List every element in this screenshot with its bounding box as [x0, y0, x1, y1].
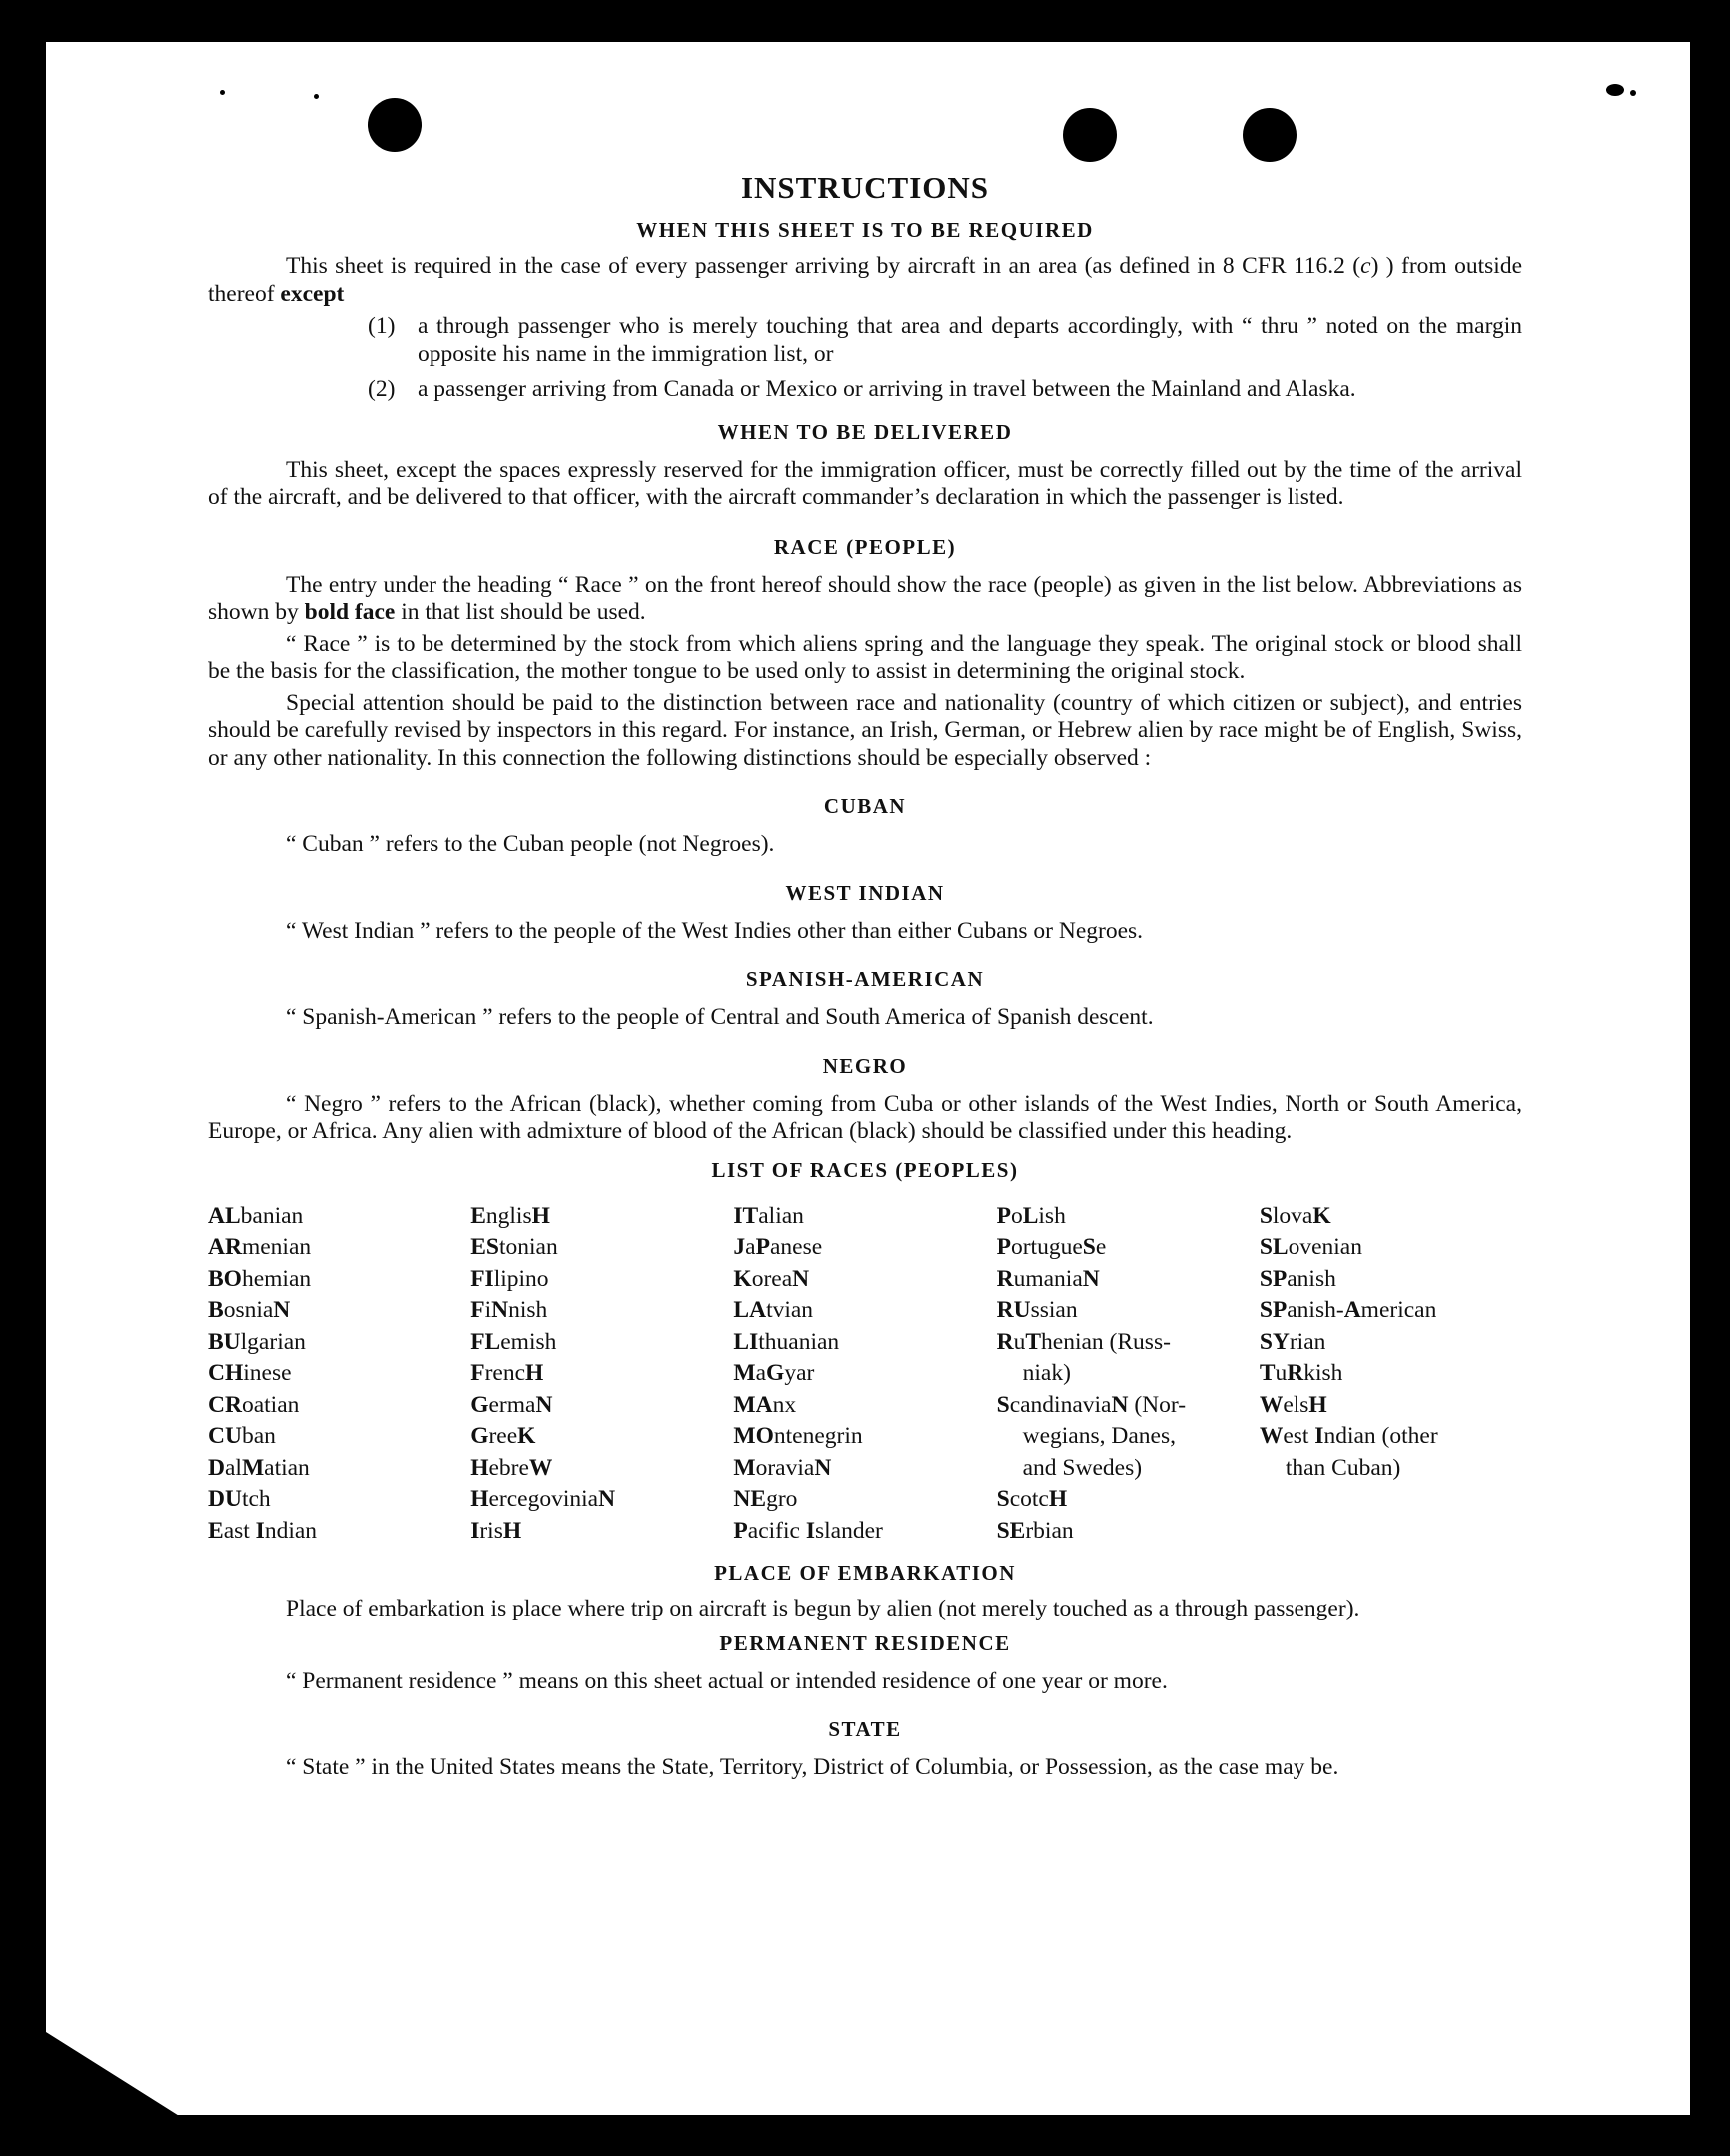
race-abbrev: G	[470, 1391, 489, 1418]
race-text: i	[484, 1297, 492, 1323]
race-abbrev: N	[273, 1297, 291, 1323]
races-column-5	[1260, 1201, 1522, 1548]
race-entry	[997, 1390, 1260, 1422]
race-text: menian	[241, 1234, 312, 1260]
race-text: ndian	[264, 1517, 318, 1544]
race-entry	[1260, 1453, 1522, 1485]
races-column-1	[208, 1201, 470, 1548]
race-text: els	[1283, 1391, 1309, 1418]
section-heading-race: RACE (PEOPLE)	[773, 535, 957, 559]
race-entry	[733, 1327, 996, 1359]
state-text: “ State ” in the United States means the State, Territory, District of Columbia, or Possession, as the case may be.	[286, 1754, 1339, 1780]
race-abbrev: N	[535, 1391, 553, 1418]
intro-italic: c	[1360, 253, 1371, 279]
race-text: emish	[500, 1328, 557, 1355]
race-text: wegians, Danes,	[1022, 1423, 1176, 1449]
race-text: anish-	[1287, 1297, 1344, 1323]
race-abbrev: N	[491, 1297, 509, 1323]
race-text: lova	[1272, 1202, 1313, 1229]
race-abbrev: G	[470, 1423, 489, 1449]
residence-text: “ Permanent residence ” means on this sheet actual or intended residence of one year or more.	[286, 1667, 1168, 1694]
race-abbrev: B	[208, 1297, 224, 1323]
race-text: est	[1283, 1423, 1315, 1449]
race-abbrev: M	[241, 1454, 265, 1481]
punch-hole	[1063, 108, 1117, 162]
race-paragraph-3: Special attention should be paid to the distinction between race and nationality (country of which citizen or subject), and entries should be carefully revised by inspectors in this regard. For instance, an Irish, German, or Hebrew alien by race might be of English, Swiss, or any other nationality. In this connection the following distinctions should be especially observed :	[208, 689, 1522, 771]
bold-face-text: bold face	[304, 599, 396, 625]
race-abbrev: E	[470, 1202, 486, 1229]
race-entry	[470, 1453, 733, 1485]
race-text: slander	[814, 1517, 883, 1544]
race-abbrev: H	[1048, 1486, 1068, 1512]
race-entry	[470, 1201, 733, 1233]
race-text: ree	[488, 1423, 518, 1449]
race-entry	[997, 1421, 1260, 1453]
race-abbrev: S	[1259, 1202, 1273, 1229]
race-entry	[997, 1295, 1260, 1327]
intro-text: ) ) from outside thereof	[208, 253, 1522, 307]
race-entry	[208, 1453, 470, 1485]
race-text: tonian	[498, 1234, 558, 1260]
race-text: oravia	[755, 1454, 815, 1481]
race-abbrev: W	[528, 1454, 553, 1481]
section-heading-west-indian: WEST INDIAN	[785, 880, 945, 905]
race-text: orea	[751, 1265, 793, 1292]
race-text: than Cuban)	[1285, 1454, 1401, 1481]
race-text: e	[1095, 1234, 1107, 1260]
race-abbrev: N	[598, 1486, 616, 1512]
race-abbrev: H	[1308, 1391, 1327, 1418]
race-entry	[470, 1232, 733, 1264]
race-abbrev: AR	[208, 1234, 242, 1260]
race-text: banian	[240, 1202, 304, 1229]
race-paragraph-1	[208, 572, 1522, 627]
race-text: nish	[508, 1297, 548, 1323]
item-number: (1)	[368, 313, 396, 339]
list-item	[368, 376, 1522, 404]
race-entry	[733, 1390, 996, 1422]
race-entry	[208, 1484, 470, 1516]
race-abbrev: I	[470, 1517, 480, 1544]
race-abbrev: P	[733, 1517, 748, 1544]
race-text: ban	[241, 1423, 276, 1449]
race-text: umania	[1013, 1265, 1083, 1292]
race-text: ntenegrin	[773, 1423, 863, 1449]
race-text: ast	[223, 1517, 256, 1544]
race-abbrev: SP	[1259, 1297, 1288, 1323]
race-entry	[733, 1232, 996, 1264]
race-text: merican	[1360, 1297, 1437, 1323]
race-entry	[470, 1264, 733, 1296]
race-abbrev: W	[1259, 1391, 1284, 1418]
instructions-content	[208, 170, 1522, 1782]
race-text: lgarian	[240, 1328, 306, 1355]
race-abbrev: K	[517, 1423, 536, 1449]
race-text: rbian	[1025, 1517, 1074, 1544]
race-abbrev: H	[470, 1486, 489, 1512]
race-paragraph-2: “ Race ” is to be determined by the stock from which aliens spring and the language they speak. The original stock or blood shall be the basis for the classification, the mother tongue to be used only to assist in determining the original stock.	[208, 630, 1522, 684]
race-entry	[733, 1453, 996, 1485]
race-text: oatian	[241, 1391, 300, 1418]
race-entry	[1260, 1358, 1522, 1390]
race-text: nx	[772, 1391, 797, 1418]
race-abbrev: BU	[208, 1328, 241, 1355]
race-abbrev: LA	[733, 1297, 767, 1323]
race-text: u	[1275, 1360, 1288, 1386]
race-entry	[997, 1358, 1260, 1390]
race-abbrev: A	[1343, 1297, 1361, 1323]
speck	[1606, 84, 1624, 96]
race-abbrev: FI	[470, 1265, 494, 1292]
race-abbrev: AL	[208, 1202, 241, 1229]
race-entry	[470, 1421, 733, 1453]
race-entry	[733, 1516, 996, 1548]
race-abbrev: H	[470, 1454, 489, 1481]
cuban-text: “ Cuban ” refers to the Cuban people (not Negroes).	[286, 831, 775, 857]
section-heading-cuban: CUBAN	[823, 794, 907, 818]
race-abbrev: H	[502, 1517, 522, 1544]
race-text: ris	[479, 1517, 503, 1544]
race-entry	[470, 1295, 733, 1327]
race-entry	[997, 1516, 1260, 1548]
race-text: renc	[484, 1360, 525, 1386]
race-abbrev: M	[733, 1454, 756, 1481]
race-abbrev: R	[1287, 1360, 1304, 1386]
race-entry	[997, 1201, 1260, 1233]
race-abbrev: H	[525, 1360, 544, 1386]
race-text: ortugue	[1010, 1234, 1083, 1260]
race-abbrev: P	[996, 1202, 1011, 1229]
race-text: henian (Russ-	[1041, 1328, 1171, 1355]
punch-hole	[368, 98, 422, 152]
race-abbrev: SE	[996, 1517, 1026, 1544]
race-entry	[733, 1484, 996, 1516]
page-title: INSTRUCTIONS	[740, 170, 989, 205]
race-entry	[1260, 1264, 1522, 1296]
punch-hole	[1243, 108, 1297, 162]
race-text: cotc	[1009, 1486, 1049, 1512]
race-text: osnia	[223, 1297, 274, 1323]
race-abbrev: I	[1314, 1423, 1324, 1449]
race-text: inese	[243, 1360, 292, 1386]
race-entry	[1260, 1327, 1522, 1359]
race-text: acific	[747, 1517, 806, 1544]
race-text: niak)	[1022, 1360, 1071, 1386]
section-heading-state: STATE	[828, 1717, 902, 1741]
race-abbrev: ES	[470, 1234, 499, 1260]
race-entry	[208, 1232, 470, 1264]
intro-text: This sheet is required in the case of every passenger arriving by aircraft in an area (as defined in 8 CFR 116.2 (	[286, 253, 1361, 279]
race-abbrev: MA	[733, 1391, 773, 1418]
races-column-2	[470, 1201, 733, 1548]
race-entry	[470, 1516, 733, 1548]
race-entry	[733, 1264, 996, 1296]
list-item	[368, 313, 1522, 368]
race-entry	[997, 1232, 1260, 1264]
race-abbrev: CH	[208, 1360, 244, 1386]
embarkation-text: Place of embarkation is place where trip on aircraft is begun by alien (not merely touched as a through passenger).	[286, 1596, 1360, 1621]
race-text: ovenian	[1288, 1234, 1362, 1260]
race-abbrev: BO	[208, 1265, 242, 1292]
race-text: al	[224, 1454, 242, 1481]
races-list	[208, 1201, 1522, 1548]
race-text: anese	[769, 1234, 823, 1260]
race-text: alian	[758, 1202, 804, 1229]
speck	[1630, 90, 1636, 96]
race-text: anish	[1287, 1265, 1336, 1292]
race-entry	[733, 1358, 996, 1390]
race-abbrev: S	[1082, 1234, 1096, 1260]
race-abbrev: D	[208, 1454, 225, 1481]
section-heading-negro: NEGRO	[822, 1053, 908, 1078]
race-abbrev: W	[1259, 1423, 1284, 1449]
race-text: tch	[241, 1486, 271, 1512]
race-entry	[1260, 1421, 1522, 1453]
race-abbrev: I	[255, 1517, 265, 1544]
race-entry	[733, 1295, 996, 1327]
race-abbrev: E	[208, 1517, 224, 1544]
item-text: a through passenger who is merely touching that area and departs accordingly, with “ thru ” noted on the margin opposite his name in the immigration list, or	[418, 313, 1522, 367]
race-entry	[470, 1327, 733, 1359]
except-bold: except	[280, 280, 345, 307]
race-abbrev: M	[733, 1360, 756, 1386]
required-intro	[208, 253, 1522, 308]
item-number: (2)	[368, 376, 396, 402]
race-entry	[208, 1264, 470, 1296]
race-abbrev: N	[792, 1265, 810, 1292]
race-text: rian	[1289, 1328, 1326, 1355]
race-text: kish	[1303, 1360, 1343, 1386]
race-abbrev: CU	[208, 1423, 242, 1449]
section-heading-embarkation: PLACE OF EMBARKATION	[714, 1561, 1016, 1585]
item-text: a passenger arriving from Canada or Mexico or arriving in travel between the Mainland and Alaska.	[418, 376, 1356, 402]
race-entry	[208, 1390, 470, 1422]
race-abbrev: CR	[208, 1391, 242, 1418]
race-text: erma	[488, 1391, 536, 1418]
race-entry	[470, 1358, 733, 1390]
race-abbrev: R	[996, 1265, 1014, 1292]
race-entry	[208, 1327, 470, 1359]
race-text: atian	[264, 1454, 310, 1481]
race-abbrev: R	[996, 1328, 1014, 1355]
race-abbrev: T	[1025, 1328, 1042, 1355]
section-heading-delivered: WHEN TO BE DELIVERED	[717, 419, 1013, 444]
race-text: candinavia	[1009, 1391, 1112, 1418]
race-abbrev: G	[766, 1360, 785, 1386]
race-text: hemian	[241, 1265, 312, 1292]
race-text: gro	[766, 1486, 798, 1512]
race-abbrev: N	[814, 1454, 832, 1481]
race-abbrev: FL	[470, 1328, 501, 1355]
race-abbrev: I	[805, 1517, 815, 1544]
race-text: tvian	[766, 1297, 814, 1323]
race-abbrev: RU	[996, 1297, 1031, 1323]
section-heading-residence: PERMANENT RESIDENCE	[719, 1630, 1011, 1655]
race-abbrev: S	[996, 1486, 1010, 1512]
race-entry	[1260, 1295, 1522, 1327]
race-text: ndian (other	[1323, 1423, 1438, 1449]
race-abbrev: LI	[733, 1328, 759, 1355]
race-entry	[208, 1421, 470, 1453]
speck	[220, 90, 225, 95]
race-abbrev: SL	[1259, 1234, 1289, 1260]
race-text: in that list should be used.	[395, 599, 646, 625]
race-text: lipino	[493, 1265, 549, 1292]
race-text: ssian	[1030, 1297, 1078, 1323]
race-entry	[733, 1201, 996, 1233]
race-abbrev: IT	[733, 1202, 759, 1229]
race-abbrev: F	[470, 1297, 485, 1323]
race-text: ercegovinia	[488, 1486, 599, 1512]
race-entry	[208, 1358, 470, 1390]
race-text: o	[1010, 1202, 1023, 1229]
race-abbrev: P	[755, 1234, 770, 1260]
race-text: The entry under the heading “ Race ” on the front hereof should show the race (people) as given in the list below. Abbreviations as shown by	[208, 571, 1522, 625]
race-abbrev: K	[733, 1265, 752, 1292]
race-abbrev: T	[1259, 1360, 1276, 1386]
race-abbrev: N	[1082, 1265, 1100, 1292]
race-abbrev: DU	[208, 1486, 242, 1512]
race-text: thuanian	[758, 1328, 840, 1355]
delivered-text: This sheet, except the spaces expressly reserved for the immigration officer, must be correctly filled out by the time of the arrival of the aircraft, and be delivered to that officer, with the aircraft commander’s declaration in which the passenger is listed.	[208, 456, 1522, 510]
race-entry	[1260, 1390, 1522, 1422]
race-abbrev: S	[996, 1391, 1010, 1418]
race-abbrev: P	[996, 1234, 1011, 1260]
race-entry	[997, 1484, 1260, 1516]
west-indian-text: “ West Indian ” refers to the people of the West Indies other than either Cubans or Negroes.	[286, 917, 1144, 944]
race-entry	[997, 1264, 1260, 1296]
race-abbrev: SP	[1259, 1265, 1288, 1292]
race-text: ish	[1038, 1202, 1066, 1229]
race-text: yar	[784, 1360, 815, 1386]
race-text: nglis	[485, 1202, 532, 1229]
race-abbrev: MO	[733, 1423, 774, 1449]
race-abbrev: SY	[1259, 1328, 1290, 1355]
race-text: u	[1013, 1328, 1026, 1355]
race-text: and Swedes)	[1022, 1454, 1143, 1481]
race-text: a	[755, 1360, 767, 1386]
section-heading-required: WHEN THIS SHEET IS TO BE REQUIRED	[636, 218, 1094, 242]
section-heading-spanish-american: SPANISH-AMERICAN	[745, 967, 985, 991]
race-entry	[208, 1201, 470, 1233]
race-entry	[470, 1484, 733, 1516]
negro-text: “ Negro ” refers to the African (black), whether coming from Cuba or other islands of the West Indies, North or South America, Europe, or Africa. Any alien with admixture of blood of the African (black) should be classified under this heading.	[208, 1090, 1522, 1144]
races-column-3	[733, 1201, 996, 1548]
race-entry	[997, 1453, 1260, 1485]
race-entry	[1260, 1201, 1522, 1233]
race-abbrev: J	[733, 1234, 746, 1260]
speck	[314, 94, 319, 99]
race-abbrev: H	[531, 1202, 550, 1229]
race-abbrev: L	[1022, 1202, 1039, 1229]
race-abbrev: F	[470, 1360, 485, 1386]
race-text: ebre	[488, 1454, 529, 1481]
race-entry	[1260, 1232, 1522, 1264]
section-heading-races-list: LIST OF RACES (PEOPLES)	[711, 1157, 1019, 1182]
races-column-4	[997, 1201, 1260, 1548]
spanish-american-text: “ Spanish-American ” refers to the people of Central and South America of Spanish descent.	[286, 1004, 1154, 1030]
race-abbrev: NE	[733, 1486, 767, 1512]
race-entry	[470, 1390, 733, 1422]
race-text: a	[745, 1234, 756, 1260]
race-abbrev: N	[1111, 1391, 1129, 1418]
race-entry	[208, 1516, 470, 1548]
race-entry	[997, 1327, 1260, 1359]
race-entry	[208, 1295, 470, 1327]
race-abbrev: K	[1312, 1202, 1331, 1229]
race-text: (Nor-	[1128, 1391, 1187, 1418]
race-entry	[733, 1421, 996, 1453]
